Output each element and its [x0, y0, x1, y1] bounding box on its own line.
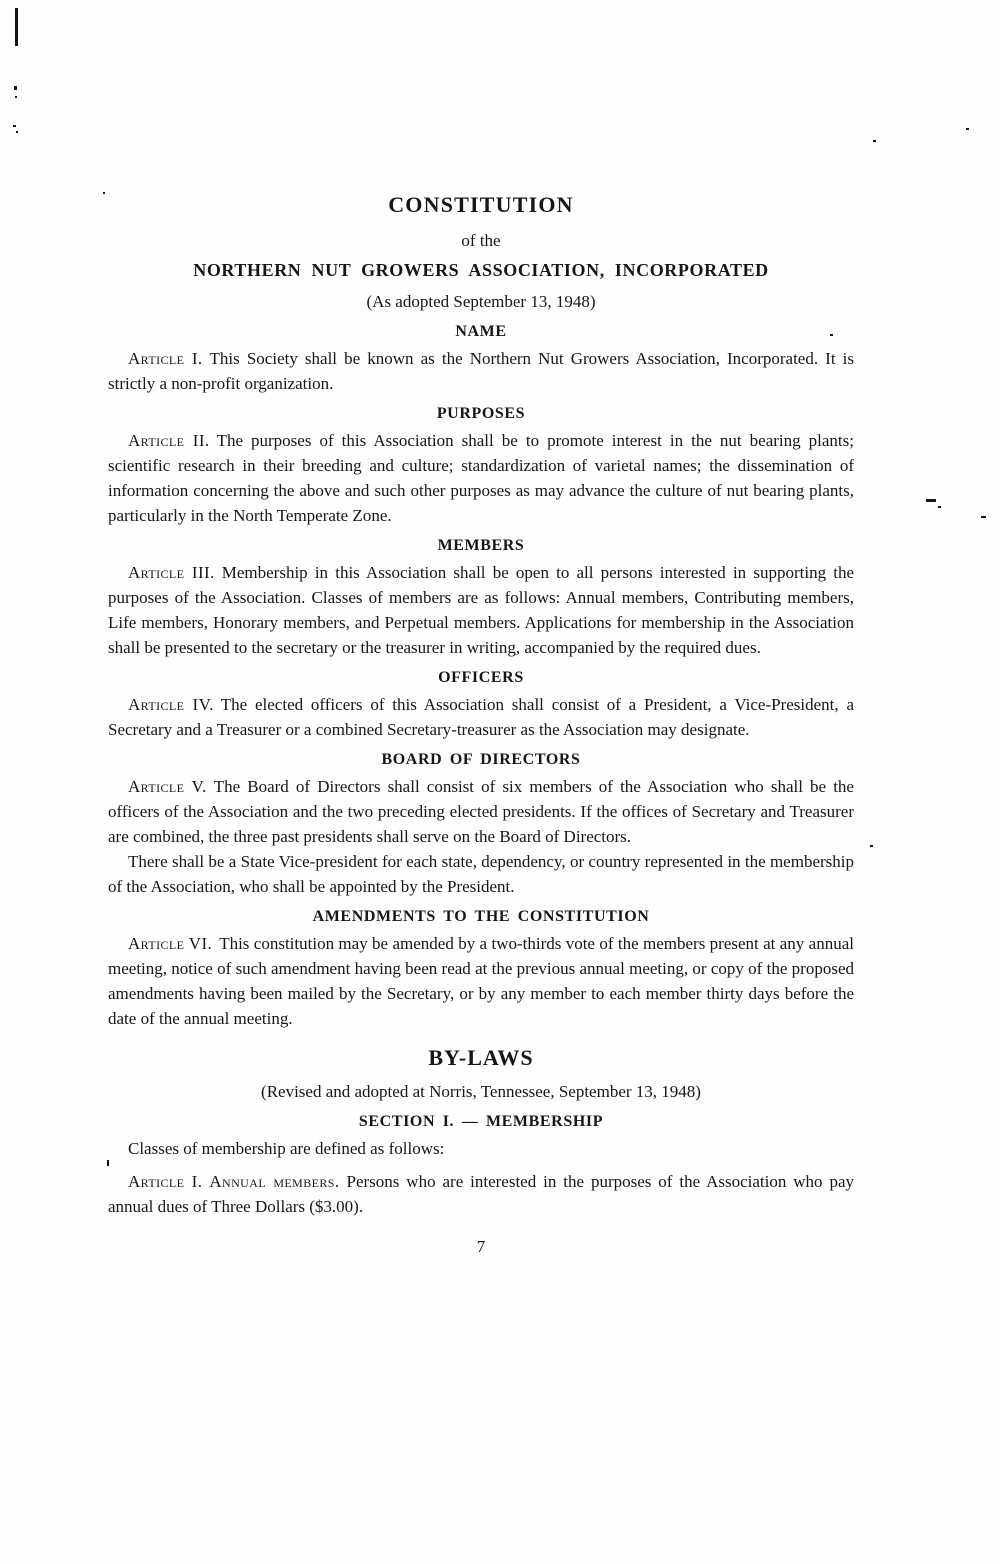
section-heading-board-of-directors: BOARD OF DIRECTORS: [381, 751, 581, 768]
paragraph-article-2: [108, 428, 854, 528]
scan-speck: [15, 96, 17, 98]
paragraph-text: Membership in this Association shall be open to all persons interested in supporting the purposes of the Association. Classes of members are as follows: Annual members, Contributing members, Life members, Honorary members, and Perpetual members. Applications for membership in the Association shall be presented to the secretary or the treasurer in writing, accompanied by the required dues.: [108, 563, 854, 657]
paragraph-article-6: [108, 931, 854, 1031]
article-label: Article II.: [128, 431, 210, 450]
paragraph-article-1: [108, 346, 854, 396]
paragraph-text: The elected officers of this Association shall consist of a President, a Vice-President, a Secretary and a Treasurer or a combined Secretary-treasurer as the Association may designate.: [108, 695, 854, 739]
article-label: Article VI.: [128, 934, 213, 953]
paragraph-text: The Board of Directors shall consist of six members of the Association who shall be the officers of the Association and the two preceding elected presidents. If the offices of Secretary and Treasurer are combined, the three past presidents shall serve on the Board of Directors.: [108, 777, 854, 846]
paragraph-article-3: [108, 560, 854, 660]
paragraph-text: This Society shall be known as the Northern Nut Growers Association, Incorporated. It is strictly a non-profit organization.: [108, 349, 854, 393]
section-heading-officers: OFFICERS: [438, 669, 524, 686]
scan-speck: [926, 499, 936, 502]
section-heading-name: NAME: [455, 323, 507, 340]
scan-speck: [966, 128, 969, 130]
page-number: 7: [476, 1237, 486, 1256]
bylaws-paragraph-article-1: [108, 1169, 854, 1219]
paragraph-text: This constitution may be amended by a two-thirds vote of the members present at any annual meeting, notice of such amendment having been read at the previous annual meeting, or copy of the proposed amendments having been mailed by the Secretary, or by any member to each member thirty days before the date of the annual meeting.: [108, 934, 854, 1028]
document-title: CONSTITUTION: [388, 192, 574, 217]
paragraph-state-vice-president: [108, 849, 854, 899]
scan-speck: [938, 506, 941, 508]
scan-speck: [870, 845, 873, 847]
member-class-label: Annual members.: [209, 1172, 340, 1191]
article-label: Article IV.: [128, 695, 214, 714]
scan-speck: [103, 192, 105, 194]
bylaws-intro-line: Classes of membership are defined as follows:: [128, 1139, 445, 1158]
adoption-note: (As adopted September 13, 1948): [366, 292, 596, 311]
paragraph-text: Persons who are interested in the purposes of the Association who pay annual dues of Three Dollars ($3.00).: [108, 1172, 854, 1216]
scan-speck: [16, 131, 18, 133]
scan-speck: [13, 125, 16, 127]
bylaws-revision-note: (Revised and adopted at Norris, Tennessee, September 13, 1948): [261, 1082, 701, 1101]
paragraph-article-5: [108, 774, 854, 849]
scan-speck: [873, 140, 876, 142]
paragraph-article-4: [108, 692, 854, 742]
article-label: Article V.: [128, 777, 207, 796]
bylaws-section-heading-membership: SECTION I. — MEMBERSHIP: [358, 1113, 604, 1130]
document-content: [108, 192, 854, 1257]
scan-speck: [981, 516, 986, 518]
article-label: Article I.: [128, 349, 203, 368]
section-heading-amendments: AMENDMENTS TO THE CONSTITUTION: [312, 908, 650, 925]
scan-speck: [14, 86, 17, 90]
paragraph-text: There shall be a State Vice-president for each state, dependency, or country represented in the membership of the Association, who shall be appointed by the President.: [108, 852, 854, 896]
section-heading-purposes: PURPOSES: [436, 405, 526, 422]
section-heading-members: MEMBERS: [437, 537, 525, 554]
bylaws-title: BY-LAWS: [428, 1045, 534, 1070]
article-label: Article I.: [128, 1172, 203, 1191]
article-label: Article III.: [128, 563, 215, 582]
paragraph-text: The purposes of this Association shall be to promote interest in the nut bearing plants; scientific research in their breeding and culture; standardization of varietal names; the dissemination of information concerning the above and such other purposes as may advance the culture of nut bearing plants, particularly in the North Temperate Zone.: [108, 431, 854, 525]
document-subtitle: of the: [461, 231, 501, 250]
scan-speck: [15, 8, 18, 46]
organization-name: NORTHERN NUT GROWERS ASSOCIATION, INCORPORATED: [193, 260, 769, 280]
